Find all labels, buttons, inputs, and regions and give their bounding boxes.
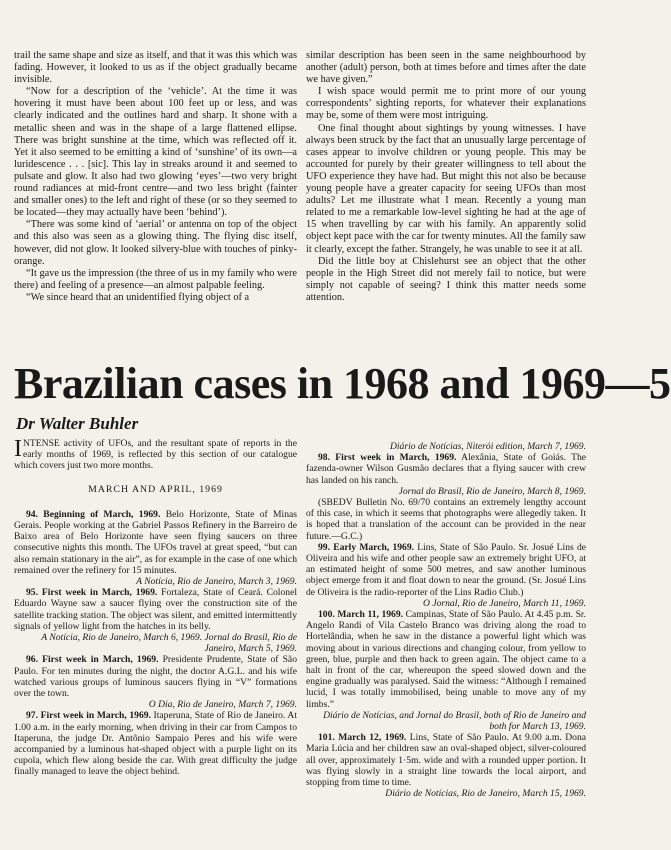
case-text: Presidente Prudente, State of São Paulo. For ten minutes during the night, the doctor A.G.L. and his wife watched various groups of luminous saucers flying in “V” formations over the town. (14, 654, 297, 700)
case-text: Fortaleza, State of Ceará. Colonel Eduardo Wayne saw a saucer flying over the construction site of the satellite tracking station. The object was silent, and emitted intermittently signals of yellow light from the hatches in its belly. (14, 587, 297, 632)
case-text: Belo Horizonte, State of Minas Gerais. People working at the Gabriel Passos Refinery in the Barreiro de Baixo area of Belo Horizonte have seen flying saucers on three consecutive nights this month. The UFOs travel at great speed, “but can also remain stationary in the air”, as for example in the case of one which remained over the refinery for 15 minutes. (14, 508, 298, 576)
top-right-column (306, 50, 586, 304)
case-source: Diário de Notícias, Niterói edition, March 7, 1969. (389, 441, 586, 452)
intro-text: NTENSE activity of UFOs, and the resultant spate of reports in the early months of 1969, is reflected by this section of our catalogue which covers just two more months. (14, 438, 297, 472)
case-text: Lins, State of São Paulo. Sr. Josué Lins de Oliveira and his wife and other people saw an extremely bright UFO, at an estimated height of some 500 metres, and saw another luminous object emerge from it and float down to near the ground. (Sr. Josué Lins de Oliveira is the radio-reporter of the Lins Radio Club.) (306, 541, 586, 598)
case-source: Jornal do Brasil, Rio de Janeiro, March 8, 1969. (398, 485, 586, 497)
paragraph: “It gave us the impression (the three of us in my family who were there) and feeling of a presence—an almost palpable feeling. (14, 267, 297, 291)
case-source: Diário de Notícias, Rio de Janeiro, March 15, 1969. (385, 788, 586, 800)
case-entry (306, 609, 586, 710)
top-left-column (14, 50, 297, 304)
paragraph: “We since heard that an unidentified flying object of a (26, 291, 250, 303)
case-entry (14, 710, 297, 777)
case-heading: 96. First week in March, 1969. (26, 654, 159, 666)
case-heading: 98. First week in March, 1969. (318, 452, 457, 464)
case-entry (306, 452, 586, 486)
case-text: Lins, State of São Paulo. At 9.00 a.m. Dona Maria Lúcia and her children saw an oval-shaped object, silver-coloured all over, approximately 1·5m. wide and with a rounded upper portion. It was flying slowly in a straight line towards the local airport, and stopping from time to time. (306, 732, 587, 789)
intro-paragraph (14, 438, 297, 472)
case-source: A Notícia, Rio de Janeiro, March 3, 1969. (136, 576, 297, 588)
case-entry (14, 654, 297, 699)
case-entry (306, 542, 586, 598)
case-heading: 95. First week in March, 1969. (26, 587, 158, 599)
case-heading: 97. First week in March, 1969. (26, 710, 151, 722)
case-source: A Notícia, Rio de Janeiro, March 6, 1969. Jornal do Brasil, Rio de Janeiro, March 5, 1969. (41, 632, 297, 655)
article-title: Brazilian cases in 1968 and 1969—5 (14, 359, 671, 408)
case-entry (306, 732, 586, 788)
paragraph: “There was some kind of ‘aerial’ or antenna on top of the object and this also was seen as a glowing thing. The flying disc itself, however, did not glow. It looked silvery-blue with touches of pinky-orange. (14, 219, 297, 267)
case-source: O Dia, Rio de Janeiro, March 7, 1969. (148, 699, 297, 711)
paragraph: similar description has been seen in the same neighbourhood by another (adult) person, both at times before and times after the date we have given.” (306, 50, 586, 86)
case-text: Campinas, State of São Paulo. At 4.45 p.m. Sr. Angelo Randi of Vila Castelo Branco was driving along the road to Hortelândia, when he saw in the distance a powerful light which was moving about in various directions and changing colour, from yellow to green, blue, purple and then back to green again. The object came to a halt in front of the car, whereupon the speed slowed down and the engine gradually was paralysed. Said the witness: “Although I remained lucid, I was totally immobilised, being unable to move any of my limbs.” (306, 609, 586, 710)
article-author: Dr Walter Buhler (16, 414, 139, 433)
case-entry (14, 509, 297, 576)
case-heading: 94. Beginning of March, 1969. (26, 508, 161, 520)
case-heading: 100. March 11, 1969. (318, 609, 404, 621)
bottom-right-column (306, 441, 586, 800)
case-entry (14, 587, 297, 632)
case-heading: 101. March 12, 1969. (318, 732, 407, 744)
paragraph: Did the little boy at Chislehurst see an object that the other people in the High Street did not merely fail to notice, but were simply not capable of seeing? I think this matter needs some attention. (306, 255, 586, 303)
drop-cap: I (14, 436, 22, 462)
paragraph: “Now for a description of the ‘vehicle’. At the time it was hovering it must have been about 100 feet up or less, and was clearly indicated and the outlines hard and sharp. It shone with a metallic sheen and was in the shape of a large flattened ellipse. There was bright sunshine at the time, which was reflected off it. Yet it also seemed to be emitting a kind of ‘sunshine’ of its own—a luridescence . . . [sic]. This lay in streaks around it and seemed to pulsate and glow. It also had two glowing ‘eyes’—two very bright round radiances at mid-front centre—and two less bright (fainter and smaller ones) to the left and right of these (or so they seemed to be located—they may actually have been ‘behind’). (14, 86, 297, 219)
paragraph: trail the same shape and size as itself, and that it was this which was fading. However, it looked to us as if the object gradually became invisible. (14, 50, 297, 86)
section-heading: MARCH AND APRIL, 1969 (88, 483, 223, 495)
case-source: O Jornal, Rio de Janeiro, March 11, 1969. (423, 597, 586, 609)
bottom-left-column (14, 438, 297, 778)
case-source: Diário de Notícias, and Jornal do Brasil, both of Rio de Janeiro and both for March 13, 1969. (323, 709, 586, 733)
editor-note: (SBEDV Bulletin No. 69/70 contains an extremely lengthy account of this case, in which it seems that photographs were allegedly taken. It is hoped that a translation of the account can be provided in the near future.—G.C.) (306, 497, 586, 542)
case-text: Itaperuna, State of Rio de Janeiro. At 1.00 a.m. in the early morning, when driving in their car from Campos to Itaperuna, the judge Dr. Antônio Sampaio Peres and his wife were accompanied by a luminous hat-shaped object with a purple light on its cupola, which flew along beside the car. With great difficulty the judge finally managed to leave the object behind. (14, 710, 297, 778)
case-heading: 99. Early March, 1969. (318, 541, 415, 553)
paragraph: I wish space would permit me to print more of our young correspondents’ sighting reports, for whatever their explanations may be, some of them were most intriguing. (306, 86, 586, 122)
case-text: Alexânia, State of Goiás. The fazenda-owner Wilson Gusmão declares that a flying saucer with crew has landed on his ranch. (306, 452, 586, 486)
paragraph: One final thought about sightings by young witnesses. I have always been struck by the fact that an unusually large percentage of cases appear to involve children or young people. This may be accounted for purely by their greater willingness to tell about the UFO experience they have had. But might this not also be because young people have a greater capacity for seeing UFOs than most adults? Let me illustrate what I mean. Recently a young man related to me a remarkable low-level sighting he had at the age of 15 when travelling by car with his family. An apparently solid object kept pace with the car for twenty minutes. All the family saw it clearly, except the father. Strangely, he was unable to see it at all. (306, 122, 586, 255)
